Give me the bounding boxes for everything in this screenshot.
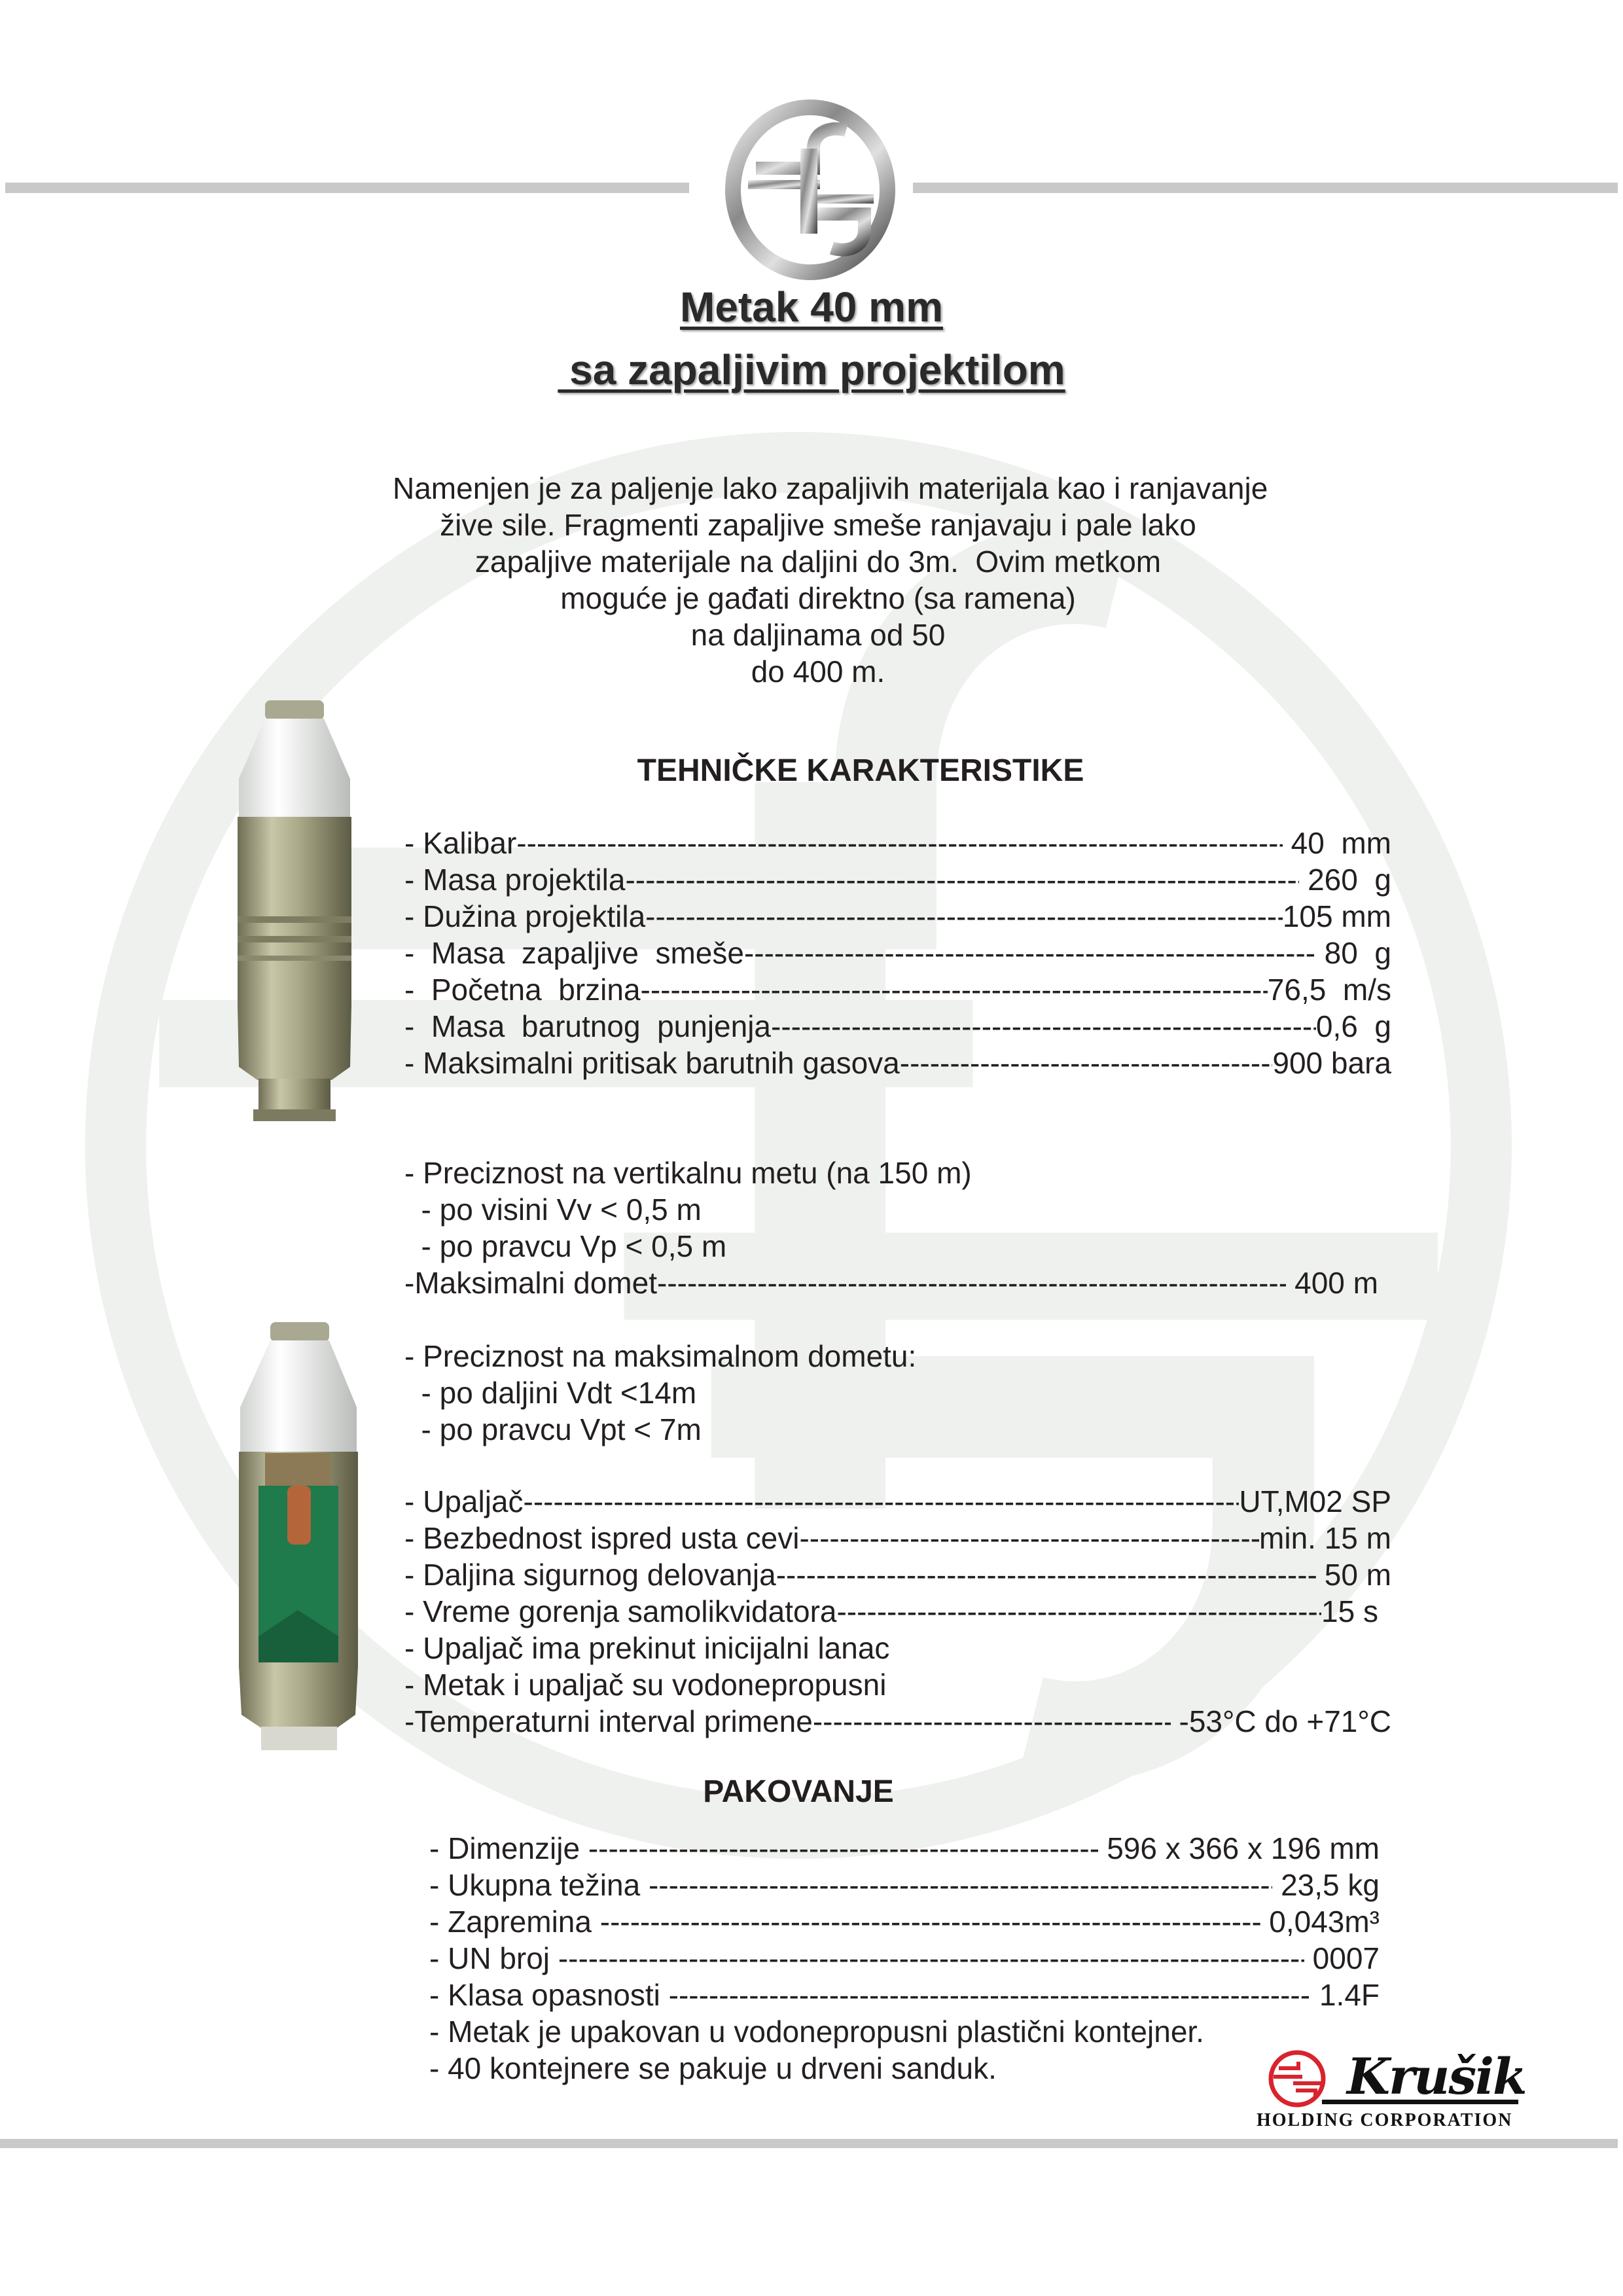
spec-row-propellant-mass: - Masa barutnog punjenja ----- 0,6 g [404, 1008, 1391, 1045]
intro-line: žive sile. Fragmenti zapaljive smeše ranjavaju i pale lako [440, 508, 1196, 542]
page-title-line-1: Metak 40 mm [680, 283, 943, 331]
fuze-note: - Upaljač ima prekinut inicijalni lanac [404, 1631, 890, 1665]
spec-row-muzzle-safety: - Bezbednost ispred usta cevi ----- min. 15 m [404, 1520, 1391, 1556]
projectile-image [219, 700, 370, 1126]
spec-row-max-range: -Maksimalni domet ----- 400 m [404, 1265, 1378, 1301]
technical-spec-list [404, 825, 1391, 1081]
pack-row-total-weight: - Ukupna težina ----- 23,5 kg [429, 1867, 1380, 1903]
precision-vertical-item: - po pravcu Vp < 0,5 m [404, 1229, 727, 1263]
top-left-rule [5, 183, 689, 193]
spec-row-projectile-length: - Dužina projektila ----- 105 mm [404, 898, 1391, 935]
intro-line: Namenjen je za paljenje lako zapaljivih materijala kao i ranjavanje [393, 471, 1268, 505]
precision-vertical-item: - po visini Vv < 0,5 m [404, 1193, 702, 1227]
intro-paragraph [393, 470, 1268, 690]
pack-note: - 40 kontejnere se pakuje u drveni sanduk. [429, 2051, 997, 2085]
packaging-list [429, 1830, 1380, 2087]
precision-max-item: - po daljini Vdt <14m [404, 1376, 697, 1410]
intro-line: zapaljive materijale na daljini do 3m. Ovim metkom [474, 545, 1162, 579]
page-title-line-2: sa zapaljivim projektilom [558, 346, 1065, 393]
krusik-emblem-icon [722, 96, 899, 283]
spec-row-incendiary-mass: - Masa zapaljive smeše ----- 80 g [404, 935, 1391, 971]
projectile-cutaway-image [219, 1322, 376, 1754]
brand-name: Krušik [1347, 2047, 1526, 2106]
spec-row-self-destruct-time: - Vreme gorenja samolikvidatora ----- 15 s [404, 1593, 1378, 1630]
pack-row-hazard-class: - Klasa opasnosti ----- 1.4F [429, 1977, 1380, 2013]
spec-row-fuze: - Upaljač ----- UT,M02 SP [404, 1483, 1391, 1520]
pack-row-un-number: - UN broj ----- 0007 [429, 1940, 1380, 1977]
intro-line: do 400 m. [751, 655, 885, 689]
spec-row-max-pressure: - Maksimalni pritisak barutnih gasova ----- 900 bara [404, 1045, 1391, 1081]
bottom-rule [0, 2139, 1618, 2148]
technical-heading: TEHNIČKE KARAKTERISTIKE [637, 753, 1084, 788]
packaging-heading: PAKOVANJE [703, 1774, 894, 1809]
top-right-rule [913, 183, 1618, 193]
precision-max-range-list [404, 1338, 993, 1448]
fuze-spec-list [404, 1483, 1391, 1740]
precision-max-item: - po pravcu Vpt < 7m [404, 1412, 702, 1446]
pack-row-volume: - Zapremina ----- 0,043m³ [429, 1903, 1380, 1940]
precision-max-heading: - Preciznost na maksimalnom dometu: [404, 1339, 917, 1373]
spec-row-temperature: -Temperaturni interval primene ----- -53°C do +71°C [404, 1703, 1391, 1740]
fuze-note: - Metak i upaljač su vodonepropusni [404, 1668, 887, 1702]
intro-line: moguće je gađati direktno (sa ramena) [560, 581, 1076, 615]
precision-vertical-list [404, 1155, 1378, 1301]
spec-row-projectile-mass: - Masa projektila ----- 260 g [404, 861, 1391, 898]
pack-row-dimensions: - Dimenzije ----- 596 x 366 x 196 mm [429, 1830, 1380, 1867]
precision-vertical-heading: - Preciznost na vertikalnu metu (na 150 m) [404, 1156, 972, 1190]
intro-line: na daljinama od 50 [690, 618, 946, 652]
brand-subtitle: HOLDING CORPORATION [1257, 2110, 1513, 2130]
spec-row-arming-distance: - Daljina sigurnog delovanja ----- 50 m [404, 1556, 1391, 1593]
pack-note: - Metak je upakovan u vodonepropusni plastični kontejner. [429, 2015, 1204, 2049]
spec-row-caliber: - Kalibar ----- 40 mm [404, 825, 1391, 861]
spec-row-muzzle-velocity: - Početna brzina ----- 76,5 m/s [404, 971, 1391, 1008]
